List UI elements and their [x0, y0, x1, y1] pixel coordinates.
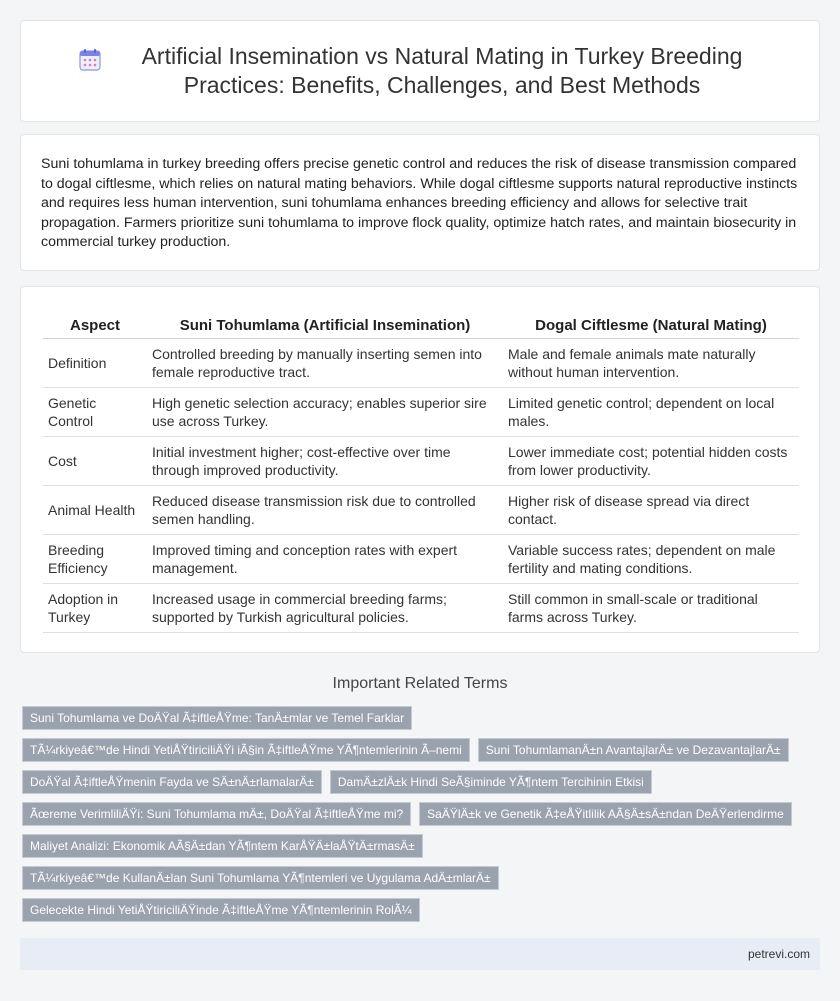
cell-dogal: Limited genetic control; dependent on local males.: [503, 388, 799, 437]
table-row: [43, 584, 799, 633]
column-header-dogal: Dogal Ciftlesme (Natural Mating): [503, 313, 799, 339]
table-header-row: [43, 313, 799, 339]
cell-suni: Controlled breeding by manually inserting semen into female reproductive tract.: [147, 339, 503, 388]
tag-row: [22, 866, 822, 890]
cell-aspect: Adoption in Turkey: [43, 584, 147, 633]
tag-row: [22, 706, 822, 730]
footer-site-link[interactable]: petrevi.com: [747, 947, 810, 961]
related-terms-list: [22, 706, 822, 930]
column-header-aspect: Aspect: [43, 313, 147, 339]
cell-aspect: Genetic Control: [43, 388, 147, 437]
column-header-suni: Suni Tohumlama (Artificial Insemination): [147, 313, 503, 339]
cell-suni: Initial investment higher; cost-effective over time through improved productivity.: [147, 437, 503, 486]
related-term-tag[interactable]: DoÄŸal Ã‡iftleÅŸmenin Fayda ve SÄ±nÄ±rlamalarÄ±: [22, 770, 322, 794]
comparison-table-card: [20, 286, 820, 653]
comparison-table: [43, 313, 799, 633]
related-terms-heading: Important Related Terms: [332, 675, 508, 692]
related-term-tag[interactable]: Suni TohumlamanÄ±n AvantajlarÄ± ve DezavantajlarÄ±: [478, 738, 789, 762]
cell-suni: Reduced disease transmission risk due to controlled semen handling.: [147, 486, 503, 535]
tag-row: [22, 738, 822, 762]
header: [78, 42, 762, 100]
tag-row: [22, 834, 822, 858]
cell-aspect: Definition: [43, 339, 147, 388]
tag-row: [22, 802, 822, 826]
cell-suni: Improved timing and conception rates with expert management.: [147, 535, 503, 584]
header-card: [20, 20, 820, 122]
related-term-tag[interactable]: Maliyet Analizi: Ekonomik AÃ§Ä±dan YÃ¶ntem KarÅŸÄ±laÅŸtÄ±rmasÄ±: [22, 834, 423, 858]
related-term-tag[interactable]: SaÄŸlÄ±k ve Genetik Ã‡eÅŸitlilik AÃ§Ä±sÄ±ndan DeÄŸerlendirme: [419, 802, 792, 826]
related-term-tag[interactable]: Gelecekte Hindi YetiÅŸtiriciliÄŸinde Ã‡iftleÅŸme YÃ¶ntemlerinin RolÃ¼: [22, 898, 420, 922]
calendar-icon: [78, 48, 102, 72]
table-row: [43, 486, 799, 535]
cell-dogal: Male and female animals mate naturally without human intervention.: [503, 339, 799, 388]
cell-dogal: Lower immediate cost; potential hidden costs from lower productivity.: [503, 437, 799, 486]
cell-aspect: Cost: [43, 437, 147, 486]
related-term-tag[interactable]: TÃ¼rkiyeâ€™de KullanÄ±lan Suni Tohumlama YÃ¶ntemleri ve Uygulama AdÄ±mlarÄ±: [22, 866, 499, 890]
related-term-tag[interactable]: DamÄ±zlÄ±k Hindi SeÃ§iminde YÃ¶ntem Tercihinin Etkisi: [330, 770, 652, 794]
cell-dogal: Higher risk of disease spread via direct contact.: [503, 486, 799, 535]
intro-card: [20, 134, 820, 271]
cell-aspect: Animal Health: [43, 486, 147, 535]
intro-paragraph: Suni tohumlama in turkey breeding offers precise genetic control and reduces the risk of disease transmission compared to dogal ciftlesme, which relies on natural mating behaviors. While dogal ciftlesme supports natural reproductive instincts and requires less human intervention, suni tohumlama enhances breeding efficiency and allows for selective trait propagation. Farmers prioritize suni tohumlama to improve flock quality, optimize hatch rates, and maintain biosecurity in commercial turkey production.: [41, 156, 798, 251]
cell-dogal: Still common in small-scale or traditional farms across Turkey.: [503, 584, 799, 633]
table-row: [43, 388, 799, 437]
cell-aspect: Breeding Efficiency: [43, 535, 147, 584]
cell-suni: High genetic selection accuracy; enables superior sire use across Turkey.: [147, 388, 503, 437]
table-row: [43, 437, 799, 486]
related-term-tag[interactable]: TÃ¼rkiyeâ€™de Hindi YetiÅŸtiriciliÄŸi iÃ§in Ã‡iftleÅŸme YÃ¶ntemlerinin Ã–nemi: [22, 738, 470, 762]
related-term-tag[interactable]: Ãœreme VerimliliÄŸi: Suni Tohumlama mÄ±, DoÄŸal Ã‡iftleÅŸme mi?: [22, 802, 411, 826]
related-term-tag[interactable]: Suni Tohumlama ve DoÄŸal Ã‡iftleÅŸme: TanÄ±mlar ve Temel Farklar: [22, 706, 412, 730]
table-row: [43, 535, 799, 584]
table-row: [43, 339, 799, 388]
page-title: Artificial Insemination vs Natural Mating in Turkey Breeding Practices: Benefits, Challenges, and Best Methods: [141, 43, 743, 98]
tag-row: [22, 770, 822, 794]
cell-suni: Increased usage in commercial breeding farms; supported by Turkish agricultural policies.: [147, 584, 503, 633]
cell-dogal: Variable success rates; dependent on male fertility and mating conditions.: [503, 535, 799, 584]
tag-row: [22, 898, 822, 922]
footer: [20, 938, 820, 970]
